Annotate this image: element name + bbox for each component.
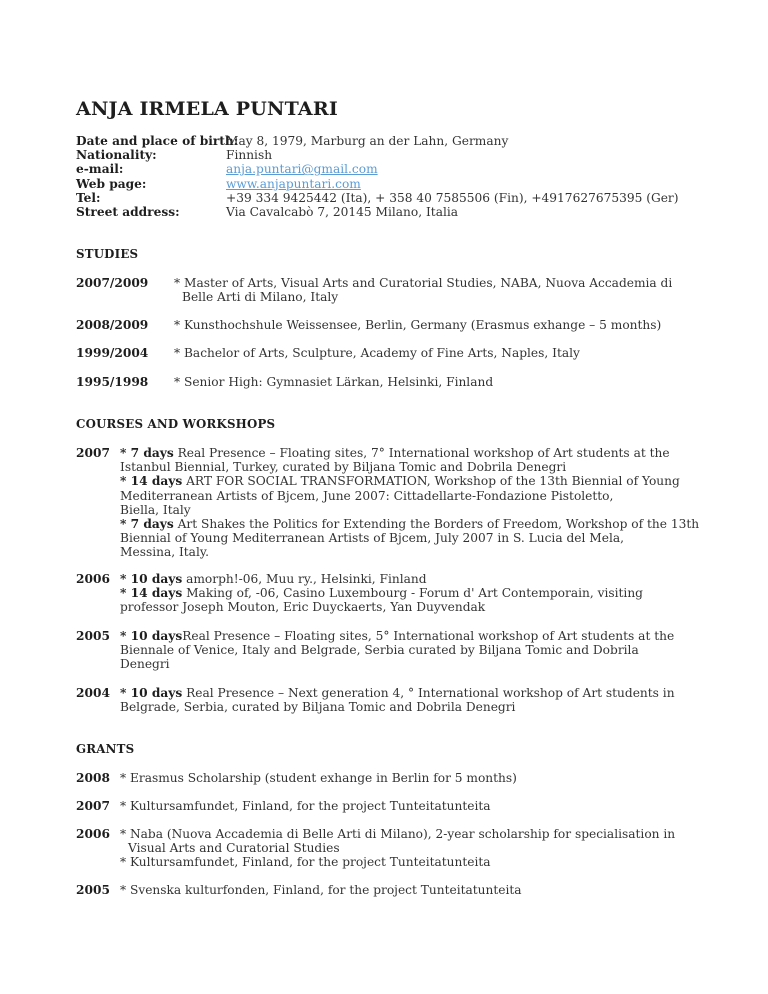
entry-line: Kultursamfundet, Finland, for the project Tunteitatunteita [129, 855, 491, 870]
entry-line: Mediterranean Artists of Bjcem, June 2007: Cittadellarte-Fondazione Pistoletto, [120, 488, 614, 503]
entry-line: Erasmus Scholarship (student exhange in Berlin for 5 months) [129, 771, 517, 785]
entry-line: Art Shakes the Politics for Extending the Borders of Freedom, Workshop of the 13th [177, 517, 700, 532]
workshop-duration: 10 days [130, 686, 183, 700]
info-label: e-mail: [76, 162, 124, 177]
info-label: Nationality: [76, 148, 157, 163]
entry-year: 2007/2009 [76, 276, 149, 290]
entry-line: Kunsthochshule Weissensee, Berlin, Germany (Erasmus exhange – 5 months) [183, 318, 662, 332]
entry-line: Biennial of Young Mediterranean Artists of Bjcem, July 2007 in S. Lucia del Mela, [120, 531, 624, 546]
entry-year: 2005 [76, 629, 110, 643]
entry-year: 1999/2004 [76, 346, 149, 360]
entry-text: * 10 daysReal Presence – Floating sites, 5° International workshop of Art students at the Biennale of Venice, Italy and Belgrade, Serbia curated by Biljana Tomic and Dobrila Denegri [120, 629, 720, 672]
entry-line: Biella, Italy [120, 502, 191, 517]
webpage-link[interactable]: www.anjapuntari.com [226, 176, 361, 191]
info-label: Date and place of birth: [76, 134, 239, 148]
entry-text: * Senior High: Gymnasiet Lärkan, Helsinki, Finland [174, 375, 494, 389]
workshop-duration: 10 days [130, 629, 183, 643]
entry-line: Making of, -06, Casino Luxembourg - Forum d' Art Contemporain, visiting [186, 586, 643, 601]
entry-text: * Erasmus Scholarship (student exhange in Berlin for 5 months) [120, 771, 517, 785]
entry-text: * 10 days Real Presence – Next generation 4, ° International workshop of Art students in Belgrade, Serbia, curated by Biljana Tomic and Dobrila Denegri [120, 686, 720, 714]
entry-text: * Svenska kulturfonden, Finland, for the project Tunteitatunteita [120, 883, 522, 897]
info-label: Web page: [76, 176, 147, 191]
entry-line: Belle Arti di Milano, Italy [182, 290, 339, 305]
entry-year: 2007 [76, 799, 110, 813]
entry-text: * Kunsthochshule Weissensee, Berlin, Germany (Erasmus exhange – 5 months) [174, 318, 662, 332]
entry-year: 2005 [76, 883, 110, 897]
grants-heading: GRANTS [76, 742, 135, 756]
entry-line: Svenska kulturfonden, Finland, for the project Tunteitatunteita [129, 883, 522, 897]
courses-heading: COURSES AND WORKSHOPS [76, 417, 276, 431]
entry-line: Biennale of Venice, Italy and Belgrade, Serbia curated by Biljana Tomic and Dobrila [120, 643, 639, 658]
info-row-address [76, 205, 679, 219]
workshop-duration: 7 days [130, 517, 174, 532]
entry-line: professor Joseph Mouton, Eric Duyckaerts, Yan Duyvendak [120, 600, 486, 615]
workshop-duration: 14 days [130, 474, 183, 489]
info-label: Street address: [76, 204, 180, 219]
entry-text: * Master of Arts, Visual Arts and Curatorial Studies, NABA, Nuova Accademia di Belle Arti di Milano, Italy [174, 276, 694, 304]
entry-line: Denegri [120, 657, 170, 672]
info-value: Finnish [226, 148, 273, 163]
info-row-email [76, 162, 679, 176]
entry-line: Bachelor of Arts, Sculpture, Academy of Fine Arts, Naples, Italy [183, 346, 580, 360]
entry-line: Istanbul Biennial, Turkey, curated by Biljana Tomic and Dobrila Denegri [120, 460, 567, 475]
entry-line: Senior High: Gymnasiet Lärkan, Helsinki, Finland [183, 375, 494, 389]
info-label: Tel: [76, 190, 101, 205]
workshop-duration: 10 days [130, 572, 183, 586]
entry-line: Kultursamfundet, Finland, for the project Tunteitatunteita [129, 799, 491, 813]
info-row-tel [76, 191, 679, 205]
entry-line: Real Presence – Next generation 4, ° International workshop of Art students in [186, 686, 675, 700]
email-link[interactable]: anja.puntari@gmail.com [226, 162, 378, 177]
entry-line: Naba (Nuova Accademia di Belle Arti di Milano), 2-year scholarship for specialisation in [129, 827, 676, 841]
entry-line: Real Presence – Floating sites, 7° International workshop of Art students at the [177, 446, 670, 460]
entry-line: Belgrade, Serbia, curated by Biljana Tomic and Dobrila Denegri [120, 700, 516, 715]
entry-text: * Kultursamfundet, Finland, for the project Tunteitatunteita [120, 799, 491, 813]
entry-line: ART FOR SOCIAL TRANSFORMATION, Workshop of the 13th Biennial of Young [186, 474, 680, 489]
entry-year: 2008/2009 [76, 318, 149, 332]
entry-text: * Bachelor of Arts, Sculpture, Academy of Fine Arts, Naples, Italy [174, 346, 580, 360]
entry-line: Messina, Italy. [120, 545, 209, 560]
entry-year: 2006 [76, 572, 110, 586]
entry-line: Real Presence – Floating sites, 5° International workshop of Art students at the [182, 629, 675, 643]
entry-year: 2004 [76, 686, 110, 700]
person-name: ANJA IRMELA PUNTARI [76, 98, 338, 120]
entry-year: 2007 [76, 446, 110, 460]
entry-line: Visual Arts and Curatorial Studies [128, 841, 340, 856]
entry-year: 1995/1998 [76, 375, 149, 389]
entry-line: Master of Arts, Visual Arts and Curatorial Studies, NABA, Nuova Accademia di [183, 276, 673, 290]
entry-year: 2006 [76, 827, 110, 841]
info-row-birth [76, 134, 679, 148]
personal-info [76, 134, 679, 219]
entry-text: * 7 days Real Presence – Floating sites, 7° International workshop of Art students at the Istanbul Biennial, Turkey, curated by Biljana Tomic and Dobrila Denegri * 14 days ART FOR SOCIAL TRANSFORMATION, Workshop of the 13th Biennial of Young Mediterranean Artists of Bjcem, June 2007: Cittadellarte-Fondazione Pistoletto, Biella, Italy * 7 days Art Shakes the Politics for Extending the Borders of Freedom, Workshop of the 13th Biennial of Young Mediterranean Artists of Bjcem, July 2007 in S. Lucia del Mela, Messina, Italy. [120, 446, 720, 560]
workshop-duration: 7 days [130, 446, 174, 460]
info-row-nationality [76, 148, 679, 162]
info-value: +39 334 9425442 (Ita), + 358 40 7585506 (Fin), +4917627675395 (Ger) [226, 190, 679, 205]
workshop-duration: 14 days [130, 586, 183, 601]
info-value: Via Cavalcabò 7, 20145 Milano, Italia [226, 204, 459, 219]
entry-text: * Naba (Nuova Accademia di Belle Arti di Milano), 2-year scholarship for specialisation in Visual Arts and Curatorial Studies * Kultursamfundet, Finland, for the project Tunteitatunteita [120, 827, 720, 870]
entry-text: * 10 days amorph!-06, Muu ry., Helsinki, Finland * 14 days Making of, -06, Casino Luxembourg - Forum d' Art Contemporain, visiting professor Joseph Mouton, Eric Duyckaerts, Yan Duyvendak [120, 572, 720, 615]
studies-heading: STUDIES [76, 247, 139, 261]
entry-line: amorph!-06, Muu ry., Helsinki, Finland [186, 572, 427, 586]
entry-year: 2008 [76, 771, 110, 785]
info-row-webpage [76, 177, 679, 191]
info-value: May 8, 1979, Marburg an der Lahn, Germany [226, 134, 509, 148]
